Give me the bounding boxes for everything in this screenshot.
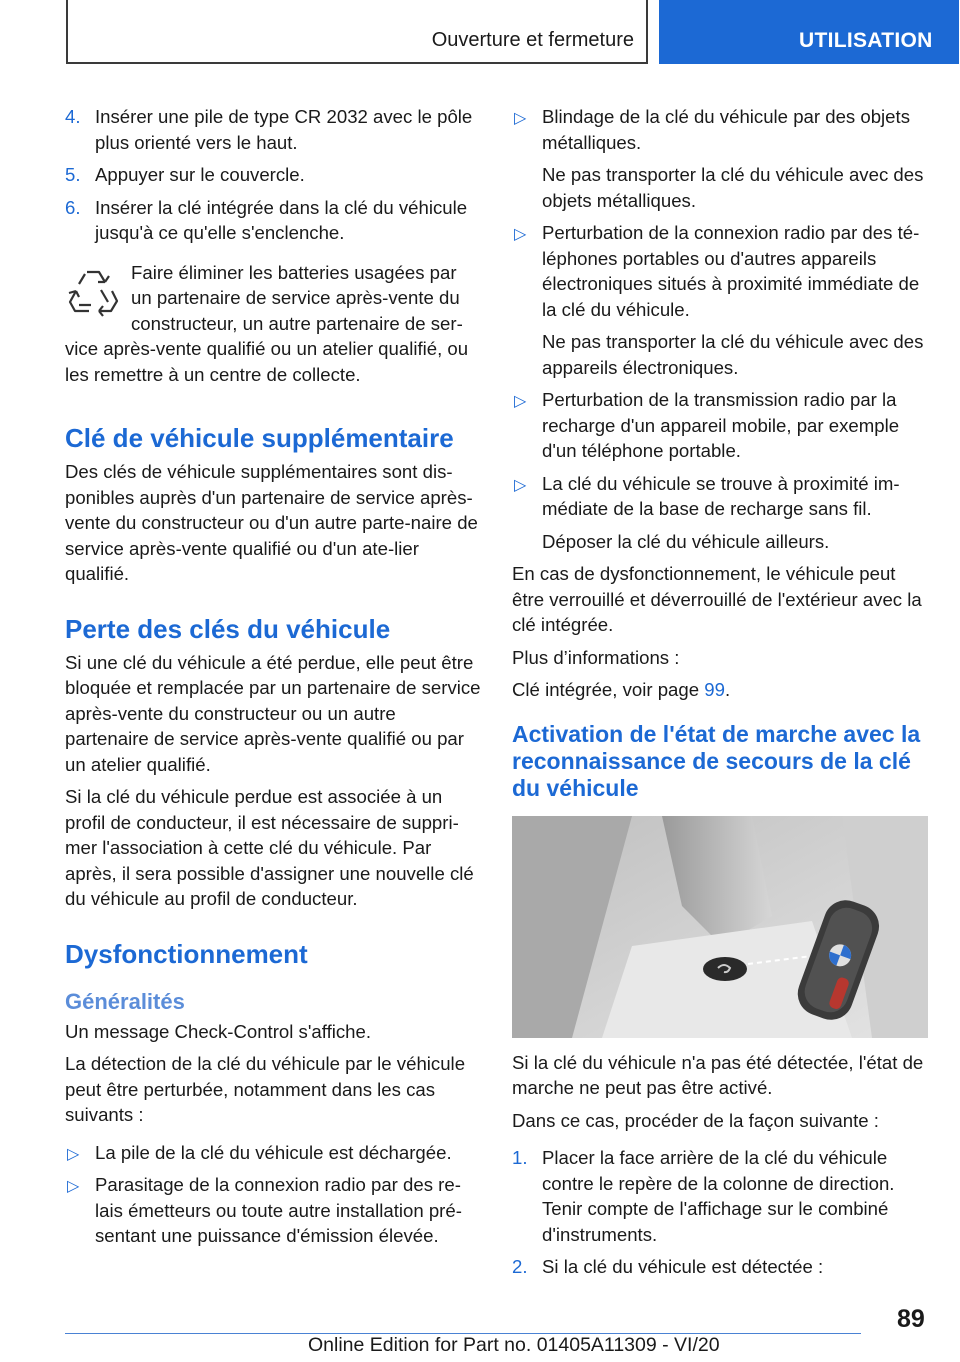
illustration-steering-column-key xyxy=(512,816,928,1038)
bullet-text: Parasitage de la connexion radio par des re-lais émetteurs ou toute autre installation pré-sentant une puissance d'émission élevée. xyxy=(95,1174,462,1246)
bullet-item xyxy=(65,1140,481,1166)
bullet-subtext: Déposer la clé du véhicule ailleurs. xyxy=(542,530,830,552)
heading-activation: Activation de l'état de marche avec la reconnaissance de secours de la clé du véhicule xyxy=(512,720,921,801)
paragraph-not-detected: Si la clé du véhicule n'a pas été détectée, l'état de marche ne peut pas être activé. xyxy=(512,1051,924,1098)
bullet-glyph: ▷ xyxy=(67,1145,80,1163)
paragraph-procedure: Dans ce cas, procéder de la façon suivante : xyxy=(512,1109,879,1131)
bullet-glyph: ▷ xyxy=(67,1178,80,1195)
step-item xyxy=(512,1145,930,1247)
recycle-icon xyxy=(65,264,121,320)
bullet-text: La clé du véhicule se trouve à proximité im-médiate de la base de recharge sans fil. xyxy=(542,472,900,519)
bullet-item xyxy=(512,471,930,522)
bullet-glyph: ▷ xyxy=(514,110,527,127)
page-reference-link[interactable]: 99 xyxy=(704,679,725,700)
step-text: Si la clé du véhicule est détectée : xyxy=(542,1256,824,1277)
paragraph-general-1: Un message Check-Control s'affiche. xyxy=(65,1020,372,1042)
right-column xyxy=(512,104,930,1287)
bullet-text: Perturbation de la connexion radio par des té-léphones portables ou d'autres appareils électroniques situés à proximité immédiate de la clé du véhicule. xyxy=(542,222,920,320)
step-item xyxy=(65,162,481,188)
key-placement-illustration xyxy=(512,816,928,1038)
footer-edition: Online Edition for Part no. 01405A11309 - VI/20 xyxy=(308,1334,720,1356)
step-text: Insérer la clé intégrée dans la clé du véhicule jusqu'à ce qu'elle s'enclenche. xyxy=(95,196,468,243)
bullet-item xyxy=(512,104,930,155)
heading-general: Généralités xyxy=(65,988,185,1014)
reference-text: Clé intégrée, voir page xyxy=(512,679,705,700)
paragraph-spare-key: Des clés de véhicule supplémentaires sont dis-ponibles auprès d'un partenaire de service après-vente du constructeur ou d'un autre parte-naire de service après-vente qualifié ou d'un ate-lier qualifié. xyxy=(65,461,478,584)
heading-malfunction: Dysfonctionnement xyxy=(65,938,308,969)
bullet-item xyxy=(512,220,930,322)
step-text: Appuyer sur le couvercle. xyxy=(95,164,305,185)
step-number: 1. xyxy=(512,1147,528,1168)
paragraph-general-2: La détection de la clé du véhicule par le véhicule peut être perturbée, notamment dans les cas suivants : xyxy=(65,1053,466,1125)
recycling-note-text: Faire éliminer les batteries usagées par un partenaire de service après-vente du constructeur, un autre partenaire de ser-vice après-vente qualifié ou un atelier qualifié, ou les remettre à un centre de collecte. xyxy=(65,261,469,385)
paragraph-key-loss-2: Si la clé du véhicule perdue est associée à un profil de conducteur, il est nécessaire de suppri-mer l'association à cette clé du véhicule. Par après, il sera possible d'assigner une nouvelle clé du véhicule au profil de conducteur. xyxy=(65,786,474,909)
bullet-subtext: Ne pas transporter la clé du véhicule avec des appareils électroniques. xyxy=(542,331,924,378)
paragraph-key-loss-1: Si une clé du véhicule a été perdue, elle peut être bloquée et remplacée par un partenaire de service après-vente du constructeur ou un autre partenaire de service après-vente qualifié ou par un atelier qualifié. xyxy=(65,651,481,775)
step-item xyxy=(512,1254,930,1280)
header-section-box xyxy=(66,0,648,64)
step-text: Placer la face arrière de la clé du véhicule contre le repère de la colonne de direction. Tenir compte de l'affichage sur le combiné d'instruments. xyxy=(542,1147,895,1245)
reference-suffix: . xyxy=(724,679,731,700)
heading-key-loss: Perte des clés du véhicule xyxy=(65,613,391,644)
bullet-glyph: ▷ xyxy=(514,393,527,410)
page-number: 89 xyxy=(897,1305,925,1333)
bullet-text: Perturbation de la transmission radio par la recharge d'un appareil mobile, par exemple d'un téléphone portable. xyxy=(542,389,900,461)
step-item xyxy=(65,104,481,155)
paragraph-reference xyxy=(512,677,930,703)
bullet-item xyxy=(65,1172,481,1249)
paragraph-more-info: Plus d’informations : xyxy=(512,646,680,668)
chapter-tab-label: UTILISATION xyxy=(799,29,933,52)
step-item xyxy=(65,195,481,246)
step-number: 2. xyxy=(512,1256,528,1277)
left-column xyxy=(65,104,481,1256)
step-number: 5. xyxy=(65,164,81,185)
heading-spare-key: Clé de véhicule supplémentaire xyxy=(65,423,454,453)
recycling-note xyxy=(65,260,481,388)
bullet-text: La pile de la clé du véhicule est déchargée. xyxy=(95,1141,452,1163)
bullet-text: Blindage de la clé du véhicule par des objets métalliques. xyxy=(542,106,910,153)
bullet-glyph: ▷ xyxy=(514,226,527,243)
bullet-item xyxy=(512,387,930,464)
section-title: Ouverture et fermeture xyxy=(431,29,634,51)
bullet-glyph: ▷ xyxy=(514,476,527,494)
step-number: 6. xyxy=(65,196,81,218)
chapter-tab xyxy=(659,0,959,64)
step-number: 4. xyxy=(65,106,81,127)
bullet-subtext: Ne pas transporter la clé du véhicule avec des objets métalliques. xyxy=(542,164,924,211)
step-text: Insérer une pile de type CR 2032 avec le pôle plus orienté vers le haut. xyxy=(95,106,473,153)
paragraph-fallback: En cas de dysfonctionnement, le véhicule peut être verrouillé et déverrouillé de l'extérieur avec la clé intégrée. xyxy=(512,563,922,635)
